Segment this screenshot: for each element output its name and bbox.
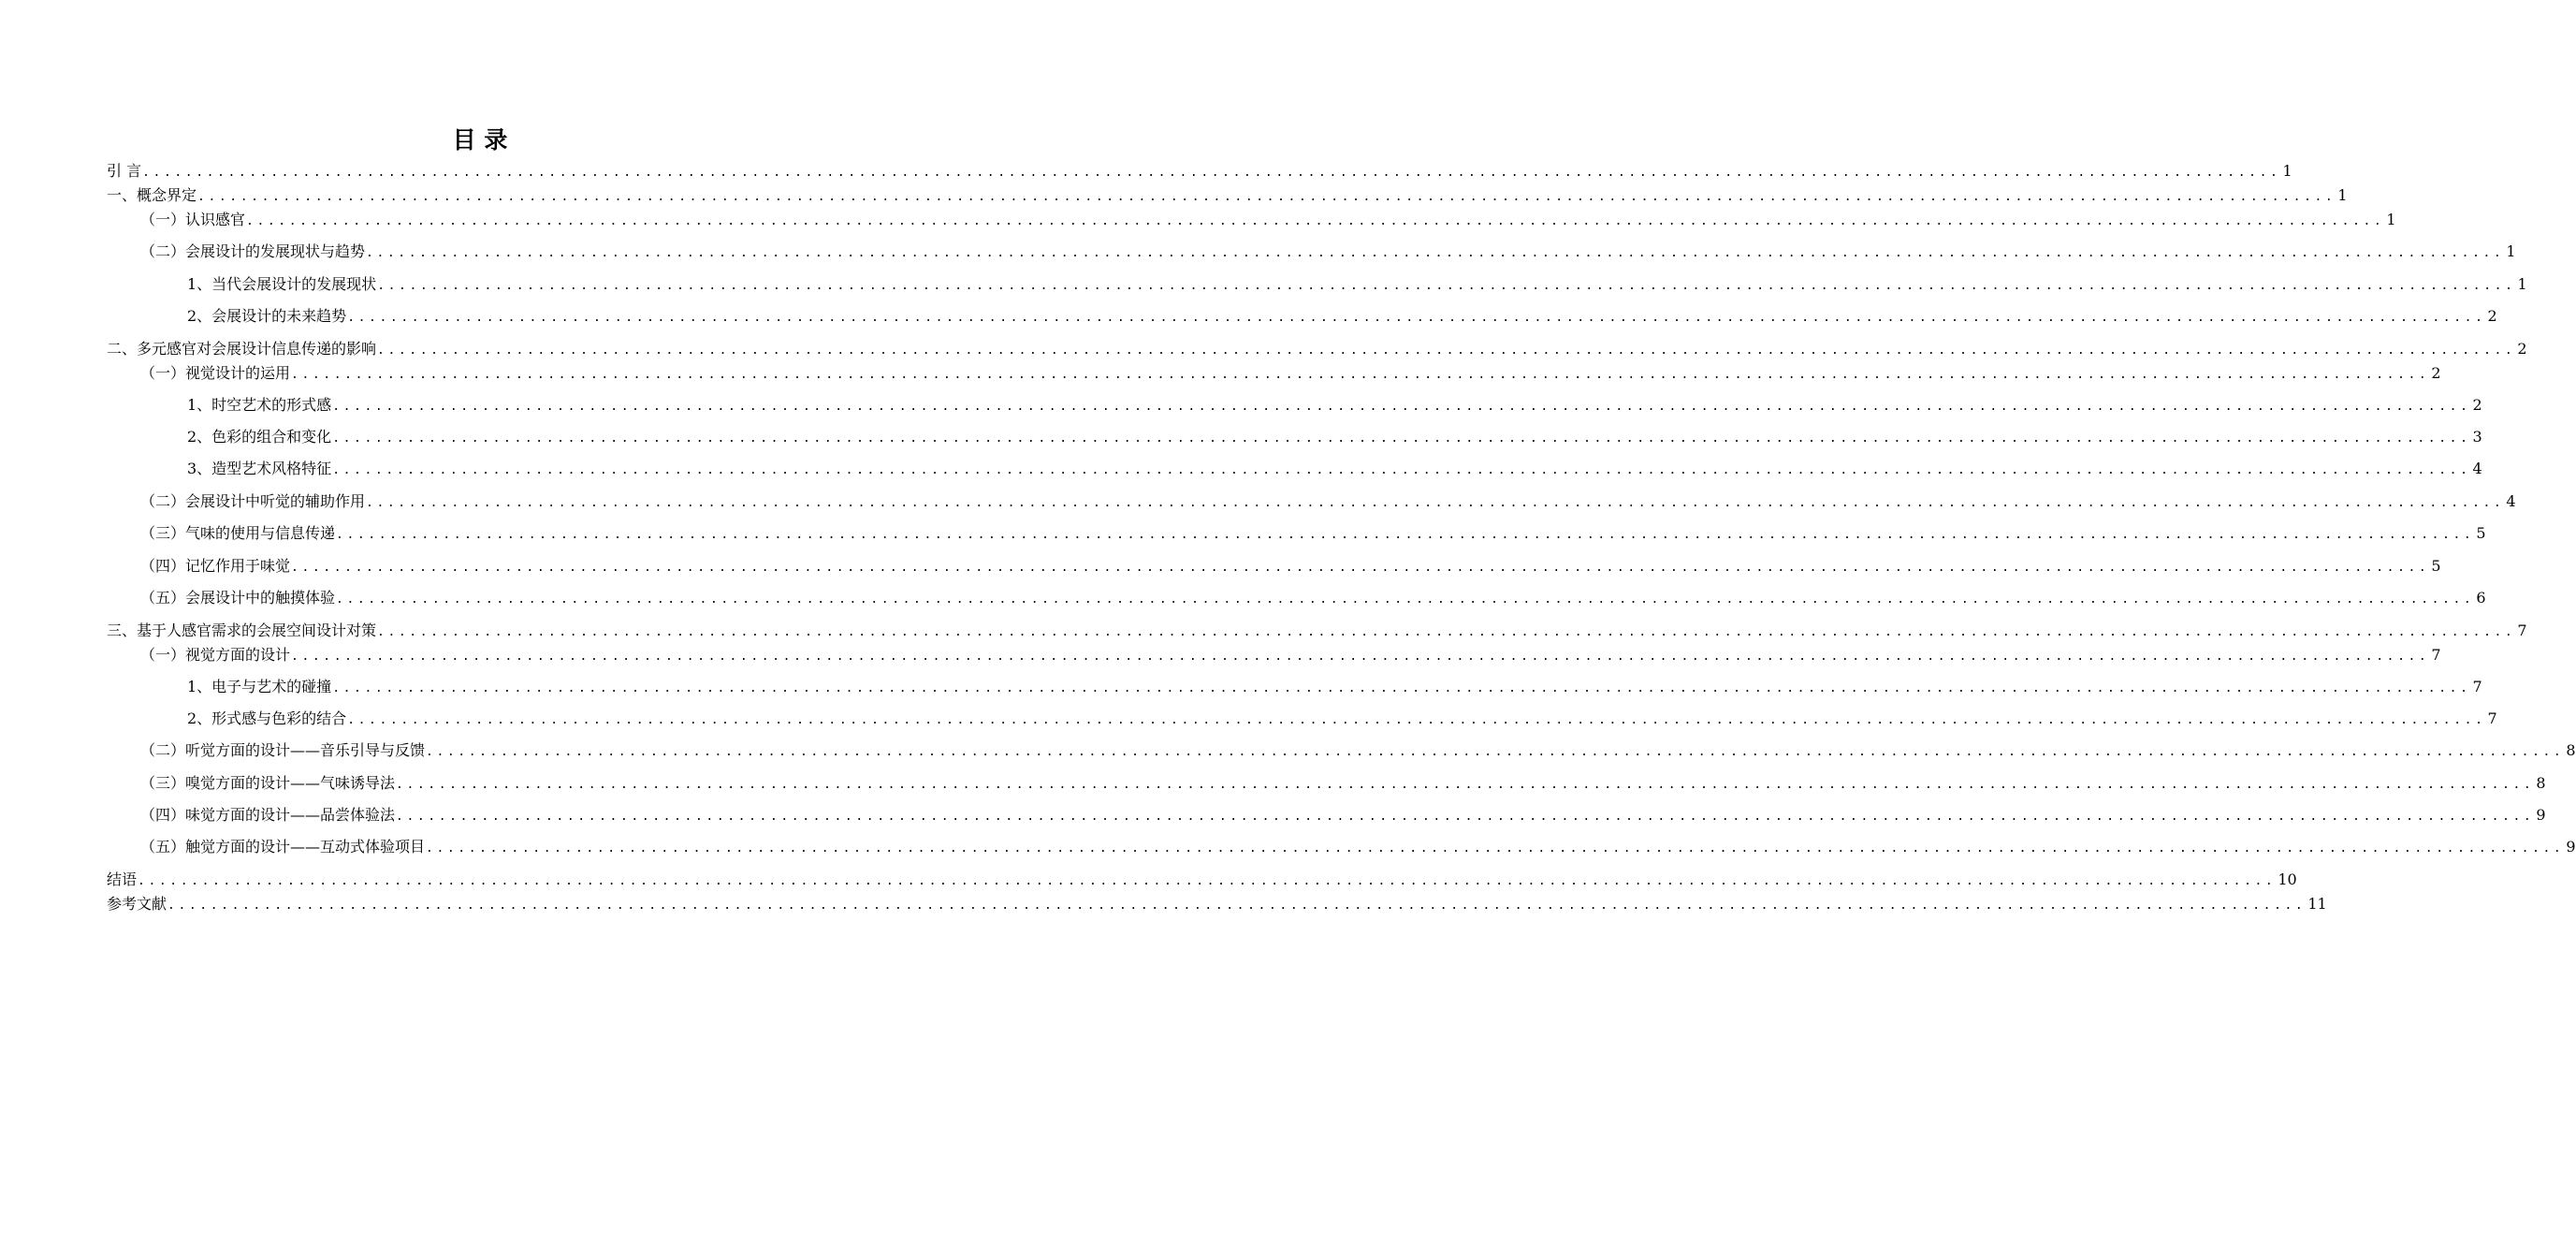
toc-entry[interactable] — [107, 677, 2482, 697]
toc-entry[interactable] — [107, 339, 2527, 359]
toc-leader-dots: ........................................................................................................................................................................................................ — [197, 190, 2336, 204]
toc-entry-label: （三）嗅觉方面的设计——气味诱导法 — [140, 774, 396, 792]
toc-leader-dots: ........................................................................................................................................................................................................ — [377, 344, 2516, 358]
toc-leader-dots: ........................................................................................................................................................................................................ — [332, 400, 2471, 414]
toc-entry-page: 7 — [2517, 622, 2527, 639]
toc-leader-dots: ........................................................................................................................................................................................................ — [396, 810, 2535, 824]
toc-entry[interactable] — [107, 491, 2516, 512]
toc-entry[interactable] — [107, 588, 2486, 608]
toc-entry-page: 10 — [2278, 870, 2297, 888]
toc-entry[interactable] — [107, 523, 2486, 544]
toc-leader-dots: ........................................................................................................................................................................................................ — [366, 496, 2505, 510]
toc-entry-page: 4 — [2472, 460, 2482, 477]
toc-entry[interactable] — [107, 459, 2482, 479]
toc-entry-label: 一、概念界定 — [107, 186, 197, 204]
toc-entry-page: 6 — [2476, 589, 2486, 607]
toc-entry-label: （一）视觉设计的运用 — [140, 364, 291, 382]
toc-entry-label: 三、基于人感官需求的会展空间设计对策 — [107, 622, 377, 639]
toc-leader-dots: ........................................................................................................................................................................................................ — [377, 625, 2516, 639]
toc-entry[interactable] — [107, 427, 2482, 447]
toc-entry[interactable] — [107, 621, 2527, 641]
toc-leader-dots: ........................................................................................................................................................................................................ — [332, 463, 2471, 477]
toc-entry-label: （二）会展设计的发展现状与趋势 — [140, 242, 366, 260]
page-title: 目 录 — [452, 126, 508, 154]
toc-entry-page: 9 — [2536, 806, 2546, 824]
toc-entry-label: （四）味觉方面的设计——品尝体验法 — [140, 806, 396, 824]
toc-leader-dots: ........................................................................................................................................................................................................ — [347, 713, 2486, 727]
toc-leader-dots: ........................................................................................................................................................................................................ — [291, 650, 2430, 664]
toc-entry-label: （二）会展设计中听觉的辅助作用 — [140, 492, 366, 510]
toc-entry[interactable] — [107, 395, 2482, 416]
toc-entry-page: 7 — [2431, 646, 2441, 664]
toc-leader-dots: ........................................................................................................................................................................................................ — [291, 368, 2430, 382]
toc-entry[interactable] — [107, 556, 2441, 577]
toc-entry-label: 2、会展设计的未来趋势 — [187, 307, 347, 325]
toc-entry[interactable] — [107, 645, 2441, 666]
toc-entry-page: 1 — [2337, 186, 2348, 204]
toc-entry-label: 结语 — [107, 870, 138, 888]
toc-leader-dots: ........................................................................................................................................................................................................ — [366, 246, 2505, 260]
toc-leader-dots: ........................................................................................................................................................................................................ — [426, 841, 2565, 856]
toc-entry[interactable] — [107, 185, 2348, 206]
toc-entry-label: （一）认识感官 — [140, 211, 246, 228]
toc-entry-page: 1 — [2506, 242, 2516, 260]
toc-entry-page: 7 — [2472, 678, 2482, 695]
toc-entry-page: 5 — [2431, 557, 2441, 575]
toc-entry[interactable] — [107, 894, 2327, 914]
toc-entry-label: （二）听觉方面的设计——音乐引导与反馈 — [140, 741, 426, 759]
toc-entry-page: 2 — [2487, 307, 2497, 325]
toc-entry-page: 3 — [2472, 428, 2482, 446]
toc-entry-label: 1、电子与艺术的碰撞 — [187, 678, 332, 695]
toc-entry-label: （五）触觉方面的设计——互动式体验项目 — [140, 838, 426, 856]
toc-entry-page: 2 — [2517, 340, 2527, 358]
toc-entry-label: 2、色彩的组合和变化 — [187, 428, 332, 446]
toc-entry-label: 参考文献 — [107, 895, 167, 913]
toc-entry[interactable] — [107, 306, 2497, 327]
toc-entry-label: 2、形式感与色彩的结合 — [187, 709, 347, 727]
toc-entry-page: 9 — [2566, 838, 2576, 856]
toc-entry-page: 8 — [2566, 741, 2576, 759]
toc-leader-dots: ........................................................................................................................................................................................................ — [377, 279, 2516, 293]
toc-entry[interactable] — [107, 274, 2527, 295]
toc-entry-page: 11 — [2307, 895, 2327, 913]
toc-entry[interactable] — [107, 870, 2297, 890]
toc-entry-page: 8 — [2536, 774, 2546, 792]
toc-leader-dots: ........................................................................................................................................................................................................ — [336, 528, 2475, 542]
toc-leader-dots: ........................................................................................................................................................................................................ — [138, 874, 2277, 888]
toc-entry-page: 1 — [2517, 275, 2527, 293]
toc-leader-dots: ........................................................................................................................................................................................................ — [332, 432, 2471, 446]
toc-leader-dots: ........................................................................................................................................................................................................ — [396, 778, 2535, 792]
toc-leader-dots: ........................................................................................................................................................................................................ — [426, 745, 2565, 759]
toc-entry-label: 3、造型艺术风格特征 — [187, 460, 332, 477]
toc-leader-dots: ........................................................................................................................................................................................................ — [291, 561, 2430, 575]
toc-entry-label: （三）气味的使用与信息传递 — [140, 524, 336, 542]
toc-entry-page: 4 — [2506, 492, 2516, 510]
toc-entry-page: 1 — [2386, 211, 2396, 228]
toc-entry-page: 5 — [2476, 524, 2486, 542]
toc-leader-dots: ........................................................................................................................................................................................................ — [347, 311, 2486, 325]
toc-entry[interactable] — [107, 241, 2516, 262]
toc-leader-dots: ........................................................................................................................................................................................................ — [332, 681, 2471, 695]
toc-entry[interactable] — [107, 773, 2546, 794]
toc-entry[interactable] — [107, 161, 2292, 182]
toc-entry[interactable] — [107, 709, 2497, 729]
toc-leader-dots: ........................................................................................................................................................................................................ — [142, 166, 2281, 180]
toc-entry-label: 1、时空艺术的形式感 — [187, 396, 332, 414]
toc-entry[interactable] — [107, 740, 2576, 761]
toc-entry-page: 7 — [2487, 709, 2497, 727]
toc-entry-label: （五）会展设计中的触摸体验 — [140, 589, 336, 607]
toc-entry[interactable] — [107, 210, 2396, 230]
toc-entry-page: 2 — [2431, 364, 2441, 382]
toc-entry[interactable] — [107, 363, 2441, 384]
toc-leader-dots: ........................................................................................................................................................................................................ — [336, 592, 2475, 607]
toc-entry-label: 二、多元感官对会展设计信息传递的影响 — [107, 340, 377, 358]
toc-entry-label: （一）视觉方面的设计 — [140, 646, 291, 664]
toc-entry[interactable] — [107, 837, 2576, 857]
toc-entry-label: （四）记忆作用于味觉 — [140, 557, 291, 575]
toc-entry-label: 引 言 — [107, 162, 142, 180]
toc-entry-page: 2 — [2472, 396, 2482, 414]
toc-leader-dots: ........................................................................................................................................................................................................ — [246, 214, 2385, 228]
toc-leader-dots: ........................................................................................................................................................................................................ — [167, 899, 2307, 913]
toc-entry-page: 1 — [2282, 162, 2292, 180]
toc-entry[interactable] — [107, 805, 2546, 826]
toc-entry-label: 1、当代会展设计的发展现状 — [187, 275, 377, 293]
